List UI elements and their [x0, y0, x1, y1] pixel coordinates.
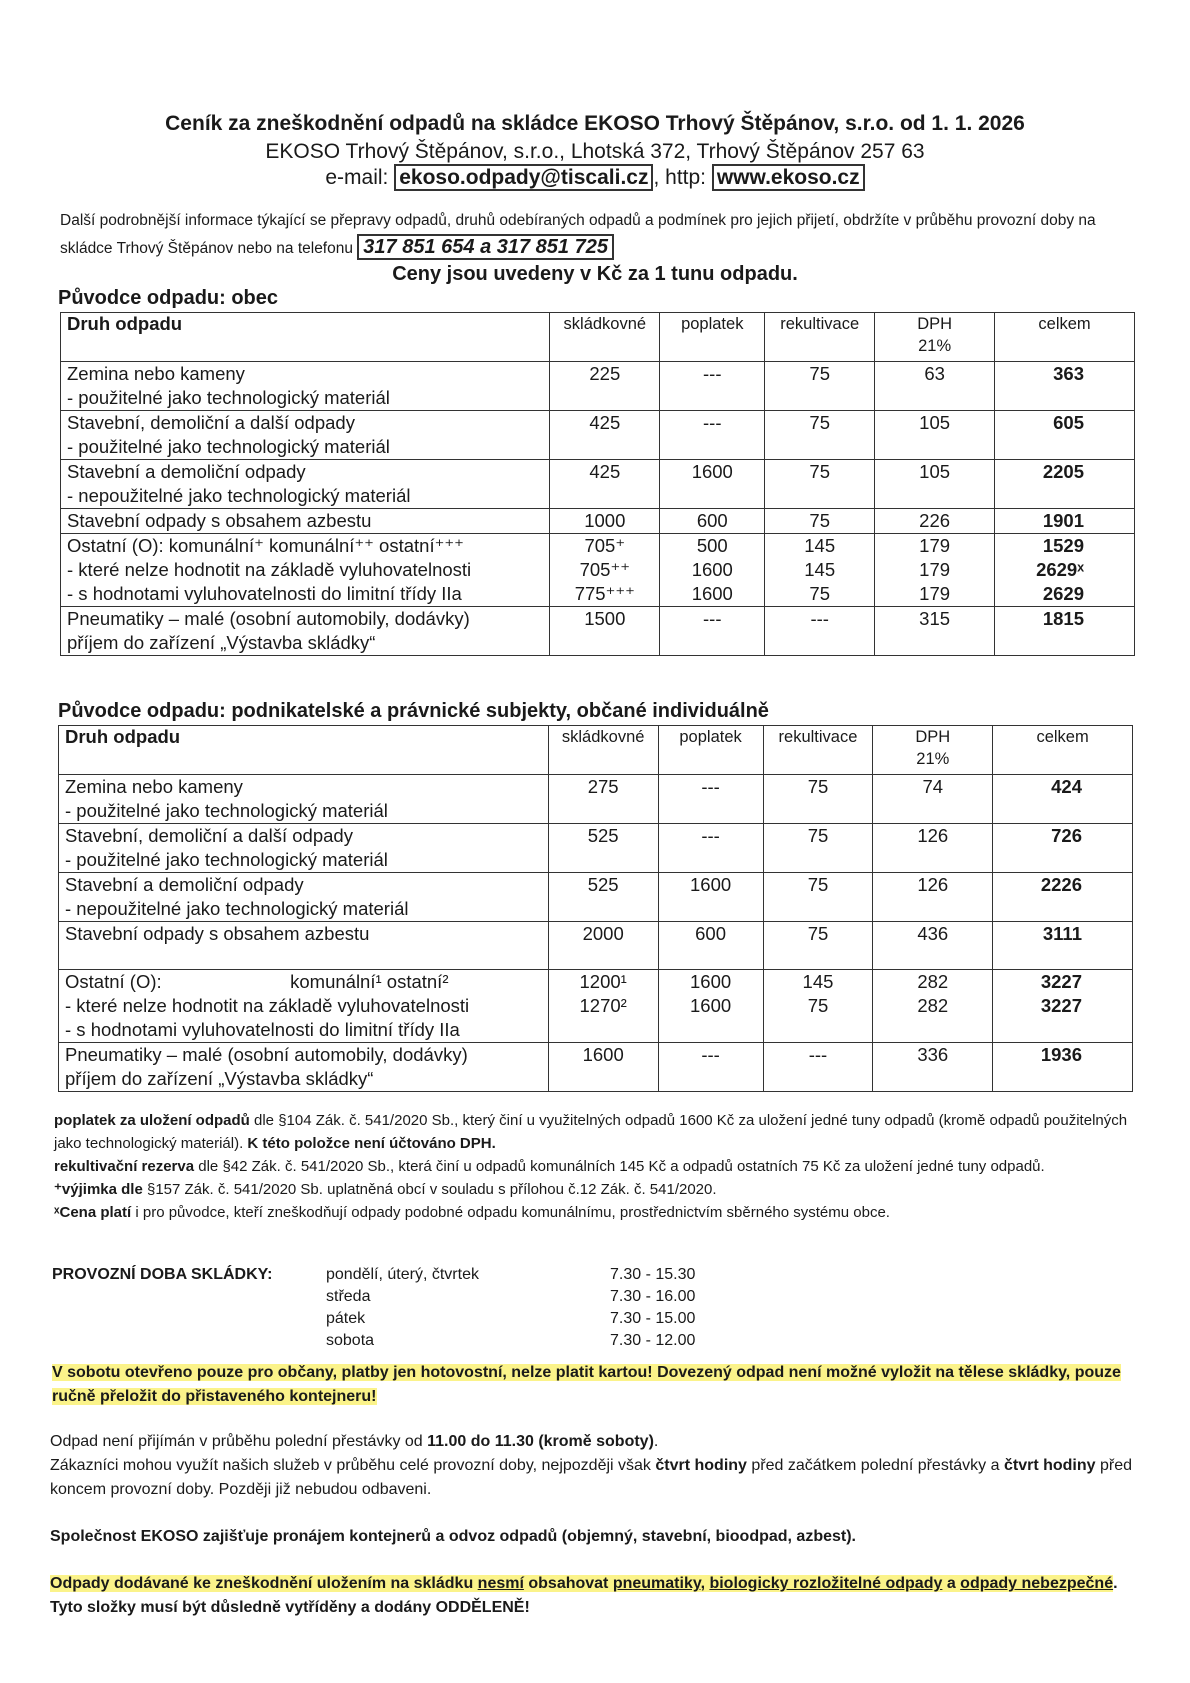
- cell-dph: 315: [875, 607, 995, 656]
- saturday-warning: [52, 1361, 1152, 1409]
- cell-celkem: 1901: [995, 509, 1135, 534]
- saturday-warning-text: V sobotu otevřeno pouze pro občany, platby jen hotovostní, nelze platit kartou! Dovezený odpad není možné vyložit na tělese skládky, pouze ručně přeložit do přistaveného kontejneru!: [52, 1364, 1121, 1405]
- table-row: [61, 509, 1135, 534]
- cell-poplatek: 600: [658, 922, 763, 970]
- cell-dph: 436: [873, 922, 993, 970]
- web-link[interactable]: www.ekoso.cz: [712, 164, 865, 191]
- http-label: , http:: [653, 166, 706, 189]
- cell-poplatek: ---: [660, 411, 765, 460]
- cell-poplatek: 1600: [660, 460, 765, 509]
- waste-type: Stavební a demoliční odpady - nepoužitelné jako technologický materiál: [59, 873, 549, 922]
- cell-celkem: 3111: [993, 922, 1133, 970]
- hours-day: sobota: [326, 1332, 375, 1349]
- cell-rekultivace: ---: [763, 1043, 873, 1092]
- info-text: Další podrobnější informace týkající se přepravy odpadů, druhů odebíraných odpadů a podmínek pro jejich přijetí, obdržíte v průběhu provozní doby na skládce Trhový Štěpánov nebo na telefonu: [60, 212, 1096, 257]
- email-label: e-mail:: [325, 166, 389, 189]
- email-link[interactable]: ekoso.odpady@tiscali.cz: [394, 164, 653, 191]
- table-header-row: [61, 313, 1135, 362]
- waste-type: Pneumatiky – malé (osobní automobily, dodávky) příjem do zařízení „Výstavba skládky“: [61, 607, 550, 656]
- col-header-rekultivace: rekultivace: [763, 726, 873, 775]
- cell-celkem: 2226: [993, 873, 1133, 922]
- cell-skladkovne: 1200¹ 1270²: [548, 970, 658, 1043]
- cell-skladkovne: 425: [550, 411, 660, 460]
- col-header-celkem: celkem: [995, 313, 1135, 362]
- waste-type: Zemina nebo kameny - použitelné jako technologický materiál: [59, 775, 549, 824]
- cell-celkem: 1529 2629ˣ 2629: [995, 534, 1135, 607]
- cell-dph: 74: [873, 775, 993, 824]
- hours-time: 7.30 - 12.00: [610, 1332, 696, 1349]
- cell-rekultivace: 75: [765, 460, 875, 509]
- cell-rekultivace: 75: [765, 509, 875, 534]
- waste-type: Stavební a demoliční odpady - nepoužitelné jako technologický materiál: [61, 460, 550, 509]
- cell-rekultivace: ---: [765, 607, 875, 656]
- col-header-celkem: celkem: [993, 726, 1133, 775]
- cell-dph: 282 282: [873, 970, 993, 1043]
- table-row: [61, 460, 1135, 509]
- cell-celkem: 1936: [993, 1043, 1133, 1092]
- note-cena: ˣCena platí i pro původce, kteří zneškodňují odpady podobné odpadu komunálnímu, prostřednictvím sběrného systému obce.: [54, 1204, 890, 1221]
- cell-poplatek: 1600: [658, 873, 763, 922]
- table-row: [61, 607, 1135, 656]
- col-header-skladkovne: skládkovné: [548, 726, 658, 775]
- dph-rate: 21%: [916, 750, 950, 768]
- cell-dph: 63: [875, 362, 995, 411]
- cell-skladkovne: 275: [548, 775, 658, 824]
- cell-poplatek: ---: [658, 1043, 763, 1092]
- waste-type: Ostatní (O): komunální⁺ komunální⁺⁺ ostatní⁺⁺⁺ - které nelze hodnotit na základě vyluhovatelnosti - s hodnotami vyluhovatelnosti do limitní třídy IIa: [61, 534, 550, 607]
- lunch-break-note: Odpad není přijímán v průběhu polední přestávky od 11.00 do 11.30 (kromě soboty). Zákazníci mohou využít našich služeb v průběhu celé provozní doby, nejpozději však čtvrt hodiny před začátkem polední přestávky a čtvrt hodiny před koncem provozní doby. Později již nebudou odbaveni.: [50, 1433, 1132, 1498]
- cell-rekultivace: 145 75: [763, 970, 873, 1043]
- page-title: Ceník za zneškodnění odpadů na skládce EKOSO Trhový Štěpánov, s.r.o. od 1. 1. 2026: [165, 112, 1025, 135]
- cell-celkem: 424: [993, 775, 1133, 824]
- cell-skladkovne: 425: [550, 460, 660, 509]
- containers-note: Společnost EKOSO zajišťuje pronájem kontejnerů a odvoz odpadů (objemný, stavební, bioodpad, azbest).: [50, 1528, 856, 1545]
- waste-type: Stavební, demoliční a další odpady - použitelné jako technologický materiál: [59, 824, 549, 873]
- waste-type: Stavební, demoliční a další odpady - použitelné jako technologický materiál: [61, 411, 550, 460]
- prices-note: Ceny jsou uvedeny v Kč za 1 tunu odpadu.: [392, 263, 798, 285]
- table-header-row: [59, 726, 1133, 775]
- cell-rekultivace: 75: [765, 362, 875, 411]
- waste-type: Ostatní (O): komunální¹ ostatní² - které nelze hodnotit na základě vyluhovatelnosti - s hodnotami vyluhovatelnosti do limitní třídy IIa: [59, 970, 549, 1043]
- section-obec-title: Původce odpadu: obec: [58, 287, 279, 309]
- waste-type: Stavební odpady s obsahem azbestu: [59, 922, 549, 970]
- cell-rekultivace: 75: [765, 411, 875, 460]
- cell-dph: 179 179 179: [875, 534, 995, 607]
- cell-poplatek: 600: [660, 509, 765, 534]
- cell-celkem: 726: [993, 824, 1133, 873]
- table-row: [59, 873, 1133, 922]
- cell-skladkovne: 225: [550, 362, 660, 411]
- table-row: [59, 922, 1133, 970]
- col-header-dph: DPH 21%: [873, 726, 993, 775]
- cell-poplatek: ---: [660, 362, 765, 411]
- note-poplatek: poplatek za uložení odpadů dle §104 Zák. č. 541/2020 Sb., který činí u využitelných odpadů 1600 Kč za uložení jedné tuny odpadů (kromě odpadů použitelných jako technologický materiál). K této položce není účtováno DPH.: [54, 1112, 1128, 1152]
- cell-rekultivace: 75: [763, 824, 873, 873]
- hours-day: pondělí, úterý, čtvrtek: [326, 1266, 479, 1283]
- col-header-druh: Druh odpadu: [61, 313, 550, 362]
- section-business-title: Původce odpadu: podnikatelské a právnické subjekty, občané individuálně: [58, 700, 769, 722]
- cell-poplatek: ---: [660, 607, 765, 656]
- cell-dph: 126: [873, 824, 993, 873]
- col-header-skladkovne: skládkovné: [550, 313, 660, 362]
- cell-rekultivace: 75: [763, 775, 873, 824]
- dph-rate: 21%: [918, 337, 952, 355]
- hours-label: PROVOZNÍ DOBA SKLÁDKY:: [52, 1266, 273, 1283]
- cell-celkem: 3227 3227: [993, 970, 1133, 1043]
- waste-type: Stavební odpady s obsahem azbestu: [61, 509, 550, 534]
- price-table-obec: [60, 312, 1135, 656]
- waste-type: Zemina nebo kameny - použitelné jako technologický materiál: [61, 362, 550, 411]
- cell-celkem: 2205: [995, 460, 1135, 509]
- cell-rekultivace: 145 145 75: [765, 534, 875, 607]
- cell-dph: 336: [873, 1043, 993, 1092]
- cell-skladkovne: 1500: [550, 607, 660, 656]
- table-row: [59, 1043, 1133, 1092]
- note-rekultivace: rekultivační rezerva dle §42 Zák. č. 541/2020 Sb., která činí u odpadů komunálních 145 Kč a odpadů ostatních 75 Kč za uložení jedné tuny odpadů.: [54, 1158, 1045, 1175]
- price-table-business: [58, 725, 1133, 1092]
- phone-numbers[interactable]: 317 851 654 a 317 851 725: [357, 234, 614, 260]
- hours-day: středa: [326, 1288, 371, 1305]
- table-row: [59, 824, 1133, 873]
- cell-skladkovne: 525: [548, 873, 658, 922]
- contact-line: [0, 166, 1190, 190]
- cell-skladkovne: 1000: [550, 509, 660, 534]
- company-address: EKOSO Trhový Štěpánov, s.r.o., Lhotská 372, Trhový Štěpánov 257 63: [265, 140, 925, 163]
- cell-skladkovne: 525: [548, 824, 658, 873]
- hours-time: 7.30 - 16.00: [610, 1288, 696, 1305]
- col-header-rekultivace: rekultivace: [765, 313, 875, 362]
- cell-poplatek: ---: [658, 824, 763, 873]
- cell-celkem: 605: [995, 411, 1135, 460]
- note-vyjimka: ⁺výjimka dle §157 Zák. č. 541/2020 Sb. uplatněná obcí v souladu s přílohou č.12 Zák. č. 541/2020.: [54, 1181, 717, 1198]
- cell-poplatek: 500 1600 1600: [660, 534, 765, 607]
- cell-dph: 126: [873, 873, 993, 922]
- waste-type: Pneumatiky – malé (osobní automobily, dodávky) příjem do zařízení „Výstavba skládky“: [59, 1043, 549, 1092]
- footnotes: [54, 1109, 1134, 1224]
- col-header-poplatek: poplatek: [658, 726, 763, 775]
- cell-skladkovne: 1600: [548, 1043, 658, 1092]
- final-warning: Odpady dodávané ke zneškodnění uložením na skládku nesmí obsahovat pneumatiky, biologicky rozložitelné odpady a odpady nebezpečné. Tyto složky musí být důsledně vytříděny a dodány ODDĚLENĚ!: [50, 1575, 1118, 1616]
- info-paragraph: [60, 208, 1145, 262]
- cell-skladkovne: 2000: [548, 922, 658, 970]
- cell-dph: 226: [875, 509, 995, 534]
- hours-time: 7.30 - 15.30: [610, 1266, 696, 1283]
- col-header-druh: Druh odpadu: [59, 726, 549, 775]
- cell-celkem: 1815: [995, 607, 1135, 656]
- cell-poplatek: ---: [658, 775, 763, 824]
- cell-poplatek: 1600 1600: [658, 970, 763, 1043]
- col-header-poplatek: poplatek: [660, 313, 765, 362]
- cell-rekultivace: 75: [763, 922, 873, 970]
- hours-day: pátek: [326, 1310, 366, 1327]
- col-header-dph: DPH 21%: [875, 313, 995, 362]
- hours-time: 7.30 - 15.00: [610, 1310, 696, 1327]
- table-row: [59, 970, 1133, 1043]
- cell-celkem: 363: [995, 362, 1135, 411]
- cell-skladkovne: 705⁺ 705⁺⁺ 775⁺⁺⁺: [550, 534, 660, 607]
- table-row: [61, 362, 1135, 411]
- cell-rekultivace: 75: [763, 873, 873, 922]
- table-row: [61, 534, 1135, 607]
- cell-dph: 105: [875, 460, 995, 509]
- table-row: [61, 411, 1135, 460]
- table-row: [59, 775, 1133, 824]
- cell-dph: 105: [875, 411, 995, 460]
